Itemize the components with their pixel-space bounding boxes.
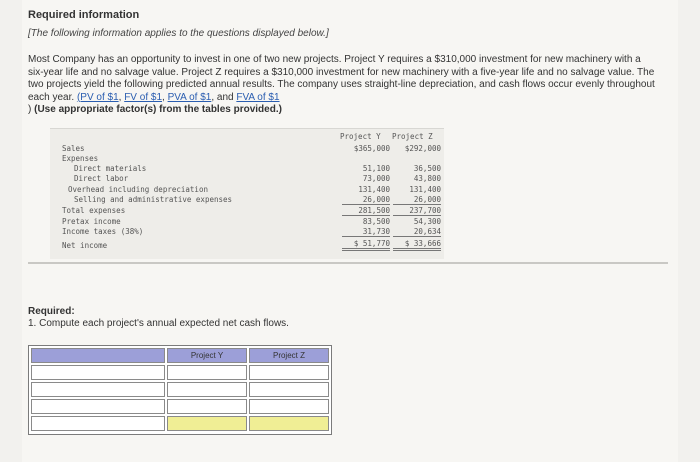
value-z: $ 33,666: [393, 239, 441, 251]
value-y: 31,730: [342, 227, 390, 237]
table-row: [29, 382, 331, 399]
factor-note: (Use appropriate factor(s) from the tables provided.): [34, 104, 282, 115]
project-y-input[interactable]: [167, 365, 247, 380]
value-z: 36,500: [413, 164, 441, 173]
label-input[interactable]: [31, 382, 165, 397]
value-y: 281,500: [342, 206, 390, 216]
value-z: 237,700: [393, 206, 441, 216]
project-y-input[interactable]: [167, 382, 247, 397]
value-z: 43,800: [413, 174, 441, 183]
value-y: 83,500: [362, 217, 390, 226]
header-project-z: Project Z: [392, 132, 433, 141]
label-input[interactable]: [31, 399, 165, 414]
value-y: 51,100: [362, 164, 390, 173]
value-z: 131,400: [409, 185, 441, 194]
value-z: 20,634: [393, 227, 441, 237]
value-z: 26,000: [393, 195, 441, 205]
section-title: Required information: [28, 9, 140, 21]
divider: [28, 262, 668, 264]
and-text: and: [216, 91, 234, 103]
project-y-total-input[interactable]: [167, 416, 247, 431]
row-label: Sales: [62, 144, 85, 153]
pv-table-link[interactable]: (PV of $1: [76, 91, 119, 103]
project-z-total-input[interactable]: [249, 416, 329, 431]
value-y: 73,000: [362, 174, 390, 183]
row-label: Direct materials: [74, 164, 147, 173]
required-item: 1. Compute each project's annual expected net cash flows.: [28, 318, 289, 329]
label-input[interactable]: [31, 365, 165, 380]
value-y: 26,000: [342, 195, 390, 205]
project-y-input[interactable]: [167, 399, 247, 414]
table-row: [29, 399, 331, 416]
link-close: ): [28, 104, 32, 115]
project-z-input[interactable]: [249, 399, 329, 414]
row-label: Expenses: [62, 154, 99, 163]
row-label: Overhead including depreciation: [68, 185, 208, 194]
value-z: $292,000: [404, 144, 441, 153]
value-y: $ 51,770: [342, 239, 390, 251]
value-y: 131,400: [358, 185, 390, 194]
value-y: $365,000: [353, 144, 390, 153]
header-blank: [31, 348, 165, 363]
answer-header-row: [29, 348, 331, 365]
row-label: Income taxes (38%): [62, 227, 144, 236]
answer-table: [28, 345, 332, 435]
label-input[interactable]: [31, 416, 165, 431]
table-row: [29, 416, 331, 433]
header-project-y: Project Y: [167, 348, 247, 363]
table-row: [29, 365, 331, 382]
project-z-input[interactable]: [249, 365, 329, 380]
row-label: Selling and administrative expenses: [74, 195, 233, 204]
fva-table-link[interactable]: FVA of $1: [236, 91, 280, 103]
row-label: Net income: [62, 241, 108, 250]
fv-table-link[interactable]: FV of $1: [124, 91, 163, 103]
row-label: Direct labor: [74, 174, 129, 183]
row-label: Total expenses: [62, 206, 126, 215]
problem-body: Most Company has an opportunity to invest in one of two new projects. Project Y requires a $310,000 investment for new machinery with a six-year life and no salvage value. Project Z requires a $310,000 investment for new machinery with a five-year life and no salvage value. The two projects yield the following predicted annual results. The company uses straight-line depreciation, and cash flows occur evenly throughout each year.: [28, 54, 655, 103]
header-project-y: Project Y: [340, 132, 381, 141]
pva-table-link[interactable]: PVA of $1: [167, 91, 212, 103]
project-z-input[interactable]: [249, 382, 329, 397]
header-project-z: Project Z: [249, 348, 329, 363]
intro-note: [The following information applies to the questions displayed below.]: [28, 28, 329, 39]
value-z: 54,300: [413, 217, 441, 226]
problem-text: Most Company has an opportunity to invest in one of two new projects. Project Y requires a $310,000 investment for new machinery with a six-year life and no salvage value. Project Z requires a $310,000 investment for new machinery with a five-year life and no salvage value. The two projects yield the following predicted annual results. The company uses straight-line depreciation, and cash flows occur evenly throughout each year. (PV of $1, FV of $1, PVA of $1, and FVA of $1 ) (Use appropriate factor(s) from the tables provided.): [28, 54, 655, 115]
row-label: Pretax income: [62, 217, 121, 226]
required-title: Required:: [28, 306, 75, 317]
income-statement: [50, 128, 444, 259]
